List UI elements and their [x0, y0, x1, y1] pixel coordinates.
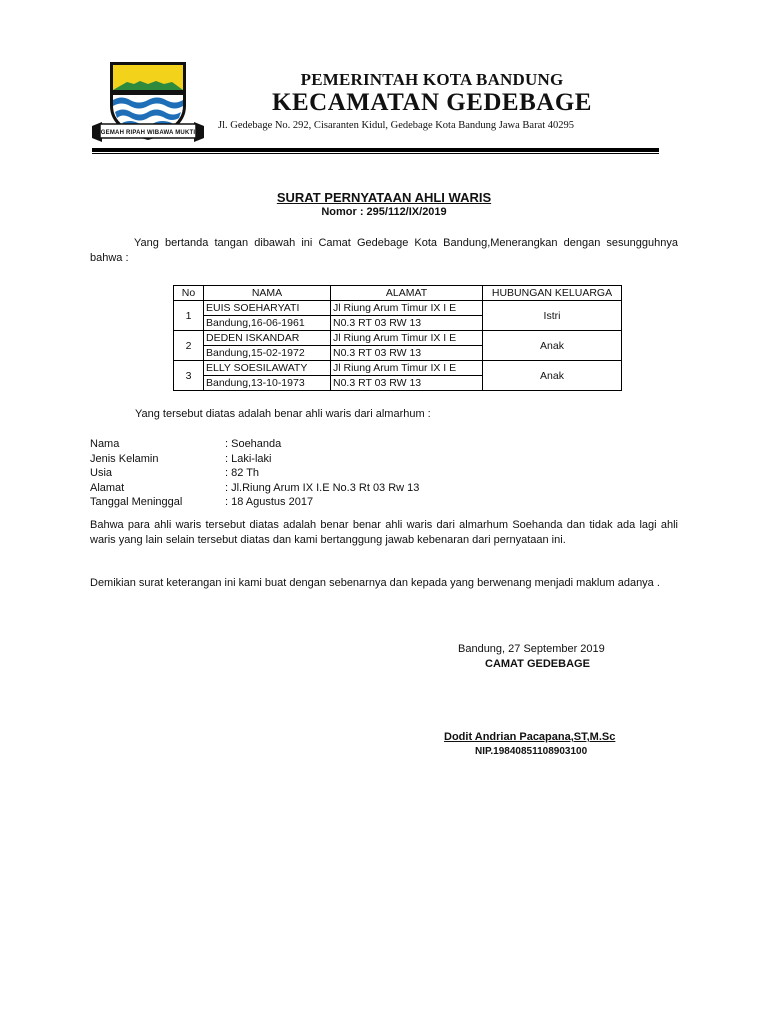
- heir-birth: Bandung,13-10-1973: [204, 376, 331, 391]
- field-value-address: : Jl.Riung Arum IX I.E No.3 Rt 03 Rw 13: [225, 481, 420, 494]
- table-row: [174, 331, 622, 346]
- heir-address-line1: Jl Riung Arum Timur IX I E: [331, 361, 483, 376]
- logo-motto: GEMAH RIPAH WIBAWA MUKTI: [100, 130, 196, 136]
- heir-name: DEDEN ISKANDAR: [204, 331, 331, 346]
- heir-relation: Istri: [483, 301, 622, 331]
- district-name: KECAMATAN GEDEBAGE: [272, 89, 592, 116]
- intro-paragraph: Yang bertanda tangan dibawah ini Camat Gedebage Kota Bandung,Menerangkan dengan sesungguhnya bahwa :: [90, 237, 678, 264]
- field-label-gender: Jenis Kelamin: [90, 452, 159, 465]
- field-label-age: Usia: [90, 467, 113, 479]
- heir-relation: Anak: [483, 361, 622, 391]
- closing-paragraph: Demikian surat keterangan ini kami buat dengan sebenarnya dan kepada yang berwenang menjadi maklum adanya .: [90, 577, 660, 589]
- field-value-date-of-death: : 18 Agustus 2017: [225, 496, 314, 508]
- field-value-name: : Soehanda: [225, 438, 282, 450]
- statement-paragraph: Bahwa para ahli waris tersebut diatas adalah benar benar ahli waris dari almarhum Soehanda dan tidak ada lagi ahli waris yang lain selain tersebut diatas dan kami bertanggung jawab kebenaran dari pernyataan ini.: [90, 519, 678, 546]
- deceased-intro: Yang tersebut diatas adalah benar ahli waris dari almarhum :: [135, 408, 431, 420]
- signer-position: CAMAT GEDEBAGE: [485, 658, 590, 670]
- column-header-no: No: [174, 286, 204, 301]
- row-number: 1: [174, 301, 204, 331]
- field-label-date-of-death: Tanggal Meninggal: [90, 496, 183, 508]
- government-name: PEMERINTAH KOTA BANDUNG: [300, 70, 564, 89]
- column-header-relation: HUBUNGAN KELUARGA: [483, 286, 622, 301]
- signer-name: Dodit Andrian Pacapana,ST,M.Sc: [444, 731, 616, 743]
- field-label-address: Alamat: [90, 481, 125, 494]
- heir-name: EUIS SOEHARYATI: [204, 301, 331, 316]
- heir-birth: Bandung,15-02-1972: [204, 346, 331, 361]
- heir-address-line1: Jl Riung Arum Timur IX I E: [331, 301, 483, 316]
- heir-relation: Anak: [483, 331, 622, 361]
- heir-address-line2: N0.3 RT 03 RW 13: [331, 316, 483, 331]
- field-label-name: Nama: [90, 438, 120, 450]
- table-row: [174, 301, 622, 316]
- field-value-gender: : Laki-laki: [225, 452, 272, 465]
- row-number: 3: [174, 361, 204, 391]
- field-value-age: : 82 Th: [225, 467, 260, 479]
- place-and-date: Bandung, 27 September 2019: [458, 643, 605, 655]
- column-header-name: NAMA: [204, 286, 331, 301]
- heir-name: ELLY SOESILAWATY: [204, 361, 331, 376]
- column-header-address: ALAMAT: [331, 286, 483, 301]
- heir-birth: Bandung,16-06-1961: [204, 316, 331, 331]
- heir-address-line1: Jl Riung Arum Timur IX I E: [331, 331, 483, 346]
- heir-address-line2: N0.3 RT 03 RW 13: [331, 376, 483, 391]
- heir-address-line2: N0.3 RT 03 RW 13: [331, 346, 483, 361]
- letter-number: Nomor : 295/112/IX/2019: [321, 206, 447, 218]
- heirs-table: [173, 285, 622, 391]
- table-header-row: [174, 286, 622, 301]
- signer-nip: NIP.19840851108903100: [475, 746, 588, 757]
- header-rule-thick: [92, 148, 659, 152]
- letter-title: SURAT PERNYATAAN AHLI WARIS: [276, 190, 492, 205]
- table-row: [174, 361, 622, 376]
- header-rule-thin: [92, 153, 659, 154]
- office-address: Jl. Gedebage No. 292, Cisaranten Kidul, Gedebage Kota Bandung Jawa Barat 40295: [218, 120, 575, 131]
- row-number: 2: [174, 331, 204, 361]
